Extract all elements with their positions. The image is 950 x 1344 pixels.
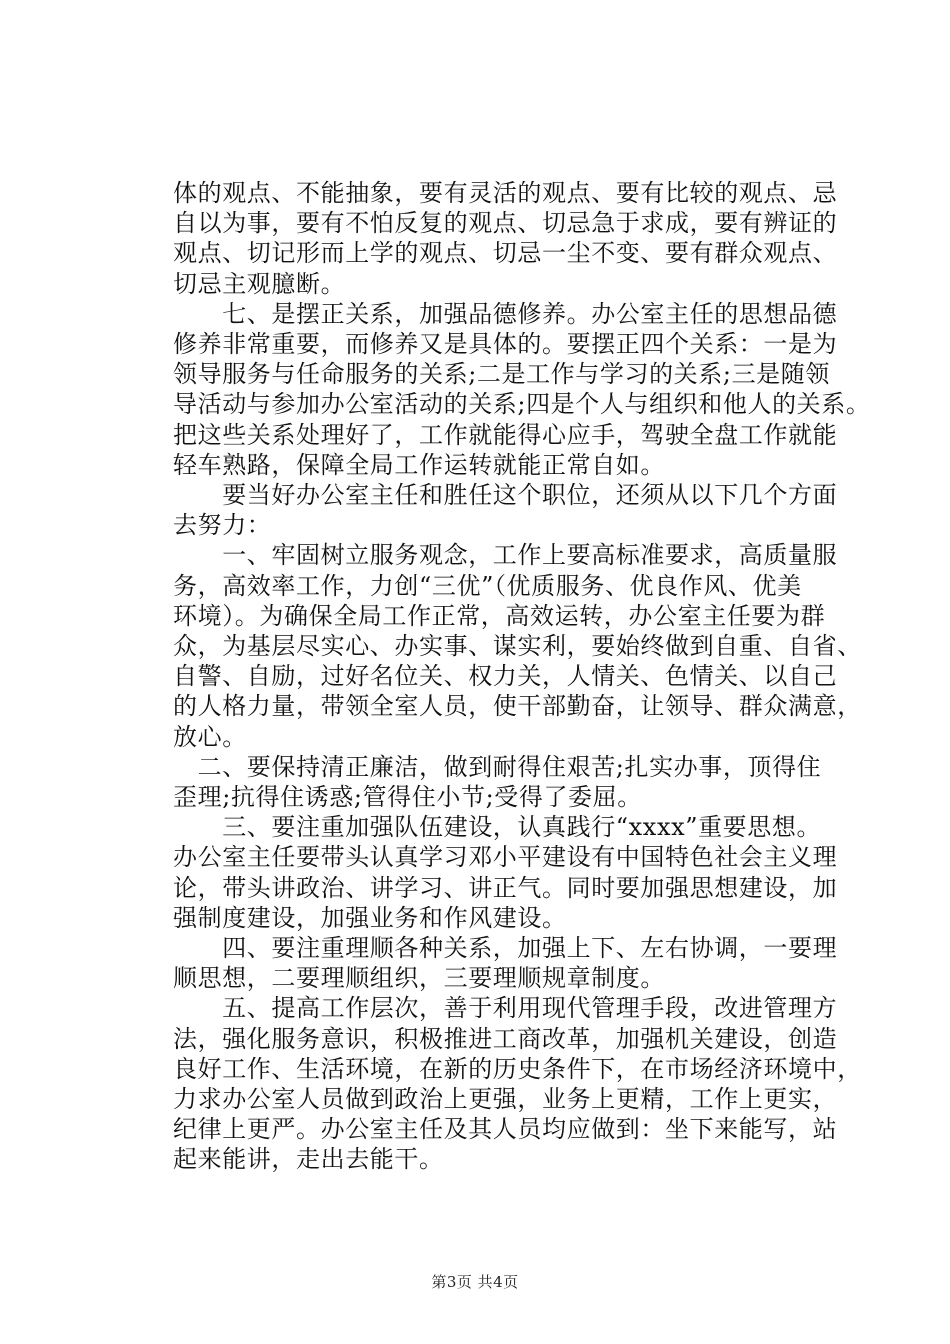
text-line: 去努力： xyxy=(173,511,272,540)
text-line: 论，带头讲政治、讲学习、讲正气。同时要加强思想建设，加 xyxy=(173,873,838,902)
text-line: 环境）。为确保全局工作正常，高效运转，办公室主任要为群 xyxy=(173,601,826,630)
text-line: 歪理;抗得住诱惑;管得住小节;受得了委屈。 xyxy=(173,783,642,811)
text-line: 务，高效率工作，力创“三优”（优质服务、优良作风、优美 xyxy=(173,571,802,600)
text-line: 自以为事，要有不怕反复的观点、切忌急于求成，要有辨证的 xyxy=(173,209,838,238)
text-line: 观点、切记形而上学的观点、切忌一尘不变、要有群众观点、 xyxy=(173,239,838,268)
text-line: 力求办公室人员做到政治上更强，业务上更精，工作上更实， xyxy=(173,1085,838,1113)
text-line: 强制度建设，加强业务和作风建设。 xyxy=(173,903,567,932)
text-line: 自警、自励，过好名位关、权力关，人情关、色情关、以自己 xyxy=(173,662,838,691)
text-line: 要当好办公室主任和胜任这个职位，还须从以下几个方面 xyxy=(173,481,838,509)
text-line: 良好工作、生活环境，在新的历史条件下，在市场经济环境中， xyxy=(173,1054,862,1083)
text-line: 导活动与参加办公室活动的关系;四是个人与组织和他人的关系。 xyxy=(173,390,871,419)
text-line: 的人格力量，带领全室人员，使干部勤奋，让领导、群众满意， xyxy=(173,692,862,721)
text-line: 纪律上更严。办公室主任及其人员均应做到：坐下来能写，站 xyxy=(173,1115,838,1144)
text-line: 切忌主观臆断。 xyxy=(173,269,346,298)
text-line: 领导服务与任命服务的关系;二是工作与学习的关系;三是随领 xyxy=(173,360,830,389)
text-line: 轻车熟路，保障全局工作运转就能正常自如。 xyxy=(173,450,665,479)
text-line: 七、是摆正关系，加强品德修养。办公室主任的思想品德 xyxy=(173,299,838,328)
text-line: 二、要保持清正廉洁，做到耐得住艰苦;扎实办事，顶得住 xyxy=(173,752,822,781)
text-line: 修养非常重要，而修养又是具体的。要摆正四个关系：一是为 xyxy=(173,330,838,358)
text-line: 顺思想，二要理顺组织，三要理顺规章制度。 xyxy=(173,964,665,993)
text-line: 五、提高工作层次，善于利用现代管理手段，改进管理方 xyxy=(173,994,838,1023)
text-line: 体的观点、不能抽象，要有灵活的观点、要有比较的观点、忌 xyxy=(173,179,838,207)
text-line: 起来能讲，走出去能干。 xyxy=(173,1145,444,1174)
text-line: 法，强化服务意识，积极推进工商改革，加强机关建设，创造 xyxy=(173,1024,838,1053)
text-line: 三、要注重加强队伍建设，认真践行“xxxx”重要思想。 xyxy=(173,813,822,842)
text-line: 把这些关系处理好了，工作就能得心应手，驾驶全盘工作就能 xyxy=(173,420,838,449)
text-line: 众，为基层尽实心、办实事、谋实利，要始终做到自重、自省、 xyxy=(173,632,862,660)
page-footer: 第3页 共4页 xyxy=(431,1273,519,1291)
text-line: 办公室主任要带头认真学习邓小平建设有中国特色社会主义理 xyxy=(173,843,838,872)
text-line: 一、牢固树立服务观念，工作上要高标准要求，高质量服 xyxy=(173,541,838,570)
text-line: 四、要注重理顺各种关系，加强上下、左右协调，一要理 xyxy=(173,934,838,962)
text-line: 放心。 xyxy=(173,722,247,751)
